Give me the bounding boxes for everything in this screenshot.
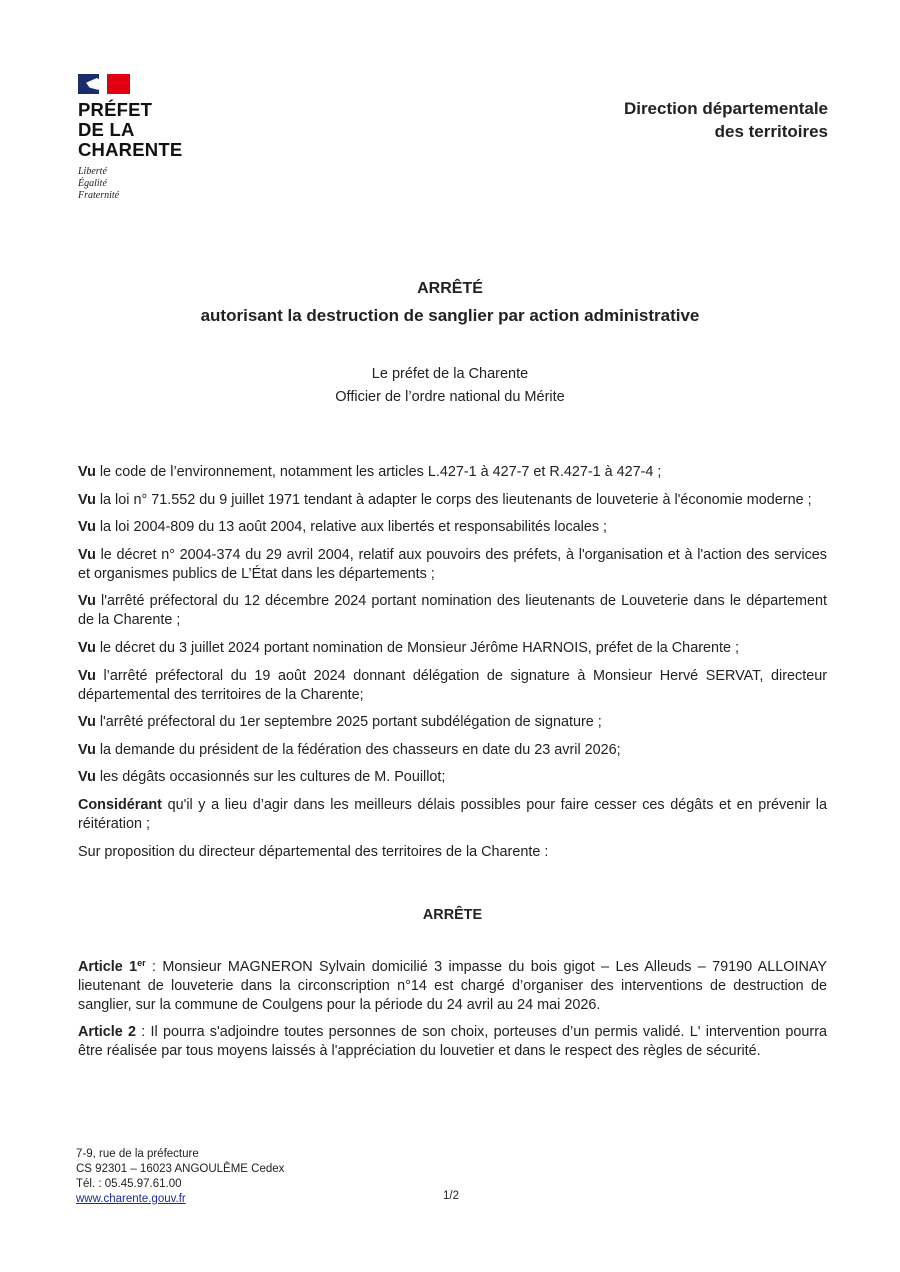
motto-line: Liberté xyxy=(78,166,107,177)
website-link[interactable]: www.charente.gouv.fr xyxy=(76,1193,186,1205)
prefecture-logo xyxy=(78,74,182,202)
issuing-direction xyxy=(624,97,828,143)
considerant-text: le décret n° 2004-374 du 29 avril 2004, relatif aux pouvoirs des préfets, à l'organisation et à l'action des services et organismes publics de L’État dans les départements ; xyxy=(78,546,827,582)
considerants-list xyxy=(78,463,827,862)
article-item xyxy=(78,1023,827,1061)
article-label xyxy=(78,959,146,975)
considerant-item xyxy=(78,741,827,760)
considerant-lead: Vu xyxy=(78,769,96,786)
considerant-lead: Vu xyxy=(78,519,96,536)
considerant-item xyxy=(78,667,827,705)
article-label-text: Article 2 xyxy=(78,1023,137,1040)
considerant-text: Sur proposition du directeur départemental des territoires de la Charente : xyxy=(78,843,549,860)
footer-contact xyxy=(76,1147,284,1207)
article-text: Monsieur MAGNERON Sylvain domicilié 3 impasse du bois gigot – Les Alleuds – 79190 ALLOINAY lieutenant de louveterie dans la circonscription n°14 est chargé d’organiser des interventions de destruction de sanglier, sur la commune de Coulgens pour la période du 24 avril au 24 mai 2026. xyxy=(78,958,828,1013)
direction-line: des territoires xyxy=(714,122,828,141)
considerant-lead: Vu xyxy=(78,593,96,610)
considerant-text: la loi n° 71.552 du 9 juillet 1971 tendant à adapter le corps des lieutenants de louveterie à l'économie moderne ; xyxy=(95,491,812,508)
motto-line: Égalité xyxy=(78,178,107,189)
considerant-lead: Vu xyxy=(78,546,96,563)
considerant-item xyxy=(78,796,827,834)
considerant-item xyxy=(78,546,827,584)
considerant-item xyxy=(78,491,827,510)
considerant-text: le code de l’environnement, notamment les articles L.427-1 à 427-7 et R.427-1 à 427-4 ; xyxy=(95,464,662,480)
considerant-item xyxy=(78,592,827,630)
issuing-authority xyxy=(0,363,900,409)
footer-phone: Tél. : 05.45.97.61.00 xyxy=(76,1178,182,1190)
prefet-line: CHARENTE xyxy=(78,139,183,160)
document-type: ARRÊTÉ xyxy=(417,280,483,297)
prefet-line: DE LA xyxy=(78,119,135,140)
considerant-text: les dégâts occasionnés sur les cultures de M. Pouillot; xyxy=(95,769,446,786)
considerant-item xyxy=(78,768,827,787)
prefet-line: PRÉFET xyxy=(78,99,153,120)
authority-line: Officier de l’ordre national du Mérite xyxy=(335,389,565,405)
considerant-lead: Considérant xyxy=(78,796,162,813)
motto-line: Fraternité xyxy=(78,190,120,201)
arrete-heading: ARRÊTE xyxy=(422,906,483,923)
page-number: 1/2 xyxy=(443,1190,459,1202)
republic-motto xyxy=(78,166,182,202)
footer-address: CS 92301 – 16023 ANGOULÊME Cedex xyxy=(76,1163,285,1175)
article-item xyxy=(78,958,827,1015)
authority-line: Le préfet de la Charente xyxy=(371,366,529,382)
considerant-lead: Vu xyxy=(78,714,96,731)
article-ordinal: er xyxy=(137,957,146,968)
considerant-item xyxy=(78,463,827,482)
document-body xyxy=(78,463,827,1069)
footer-address: 7-9, rue de la préfecture xyxy=(76,1148,199,1160)
articles-list xyxy=(78,958,827,1061)
considerant-item xyxy=(78,639,827,658)
article-label xyxy=(78,1024,136,1040)
direction-line: Direction départementale xyxy=(623,99,828,118)
considerant-text: la demande du président de la fédération des chasseurs en date du 23 avril 2026; xyxy=(95,741,621,758)
document-title: autorisant la destruction de sanglier par action administrative xyxy=(200,306,700,325)
considerant-lead: Vu xyxy=(78,741,96,758)
considerant-text: l’arrêté préfectoral du 19 août 2024 donnant délégation de signature à Monsieur Hervé SERVAT, directeur départemental des territoires de la Charente; xyxy=(78,667,827,703)
considerant-text: l'arrêté préfectoral du 1er septembre 2025 portant subdélégation de signature ; xyxy=(95,714,602,731)
considerant-text: l'arrêté préfectoral du 12 décembre 2024 portant nomination des lieutenants de Louveterie dans le département de la Charente ; xyxy=(78,593,827,629)
considerant-lead: Vu xyxy=(78,491,96,508)
considerant-text: le décret du 3 juillet 2024 portant nomination de Monsieur Jérôme HARNOIS, préfet de la Charente ; xyxy=(95,639,739,656)
considerant-text: qu'il y a lieu d’agir dans les meilleurs délais possibles pour faire cesser ces dégâts et en prévenir la réitération ; xyxy=(78,796,827,832)
considerant-item xyxy=(78,843,827,862)
considerant-item xyxy=(78,518,827,537)
article-separator: : xyxy=(145,958,163,975)
considerant-lead: Vu xyxy=(78,667,96,684)
considerant-text: la loi 2004-809 du 13 août 2004, relative aux libertés et responsabilités locales ; xyxy=(95,519,608,536)
article-label-text: Article 1 xyxy=(78,958,138,975)
considerant-lead: Vu xyxy=(78,464,96,480)
french-flag-icon xyxy=(78,74,130,94)
article-separator: : xyxy=(136,1023,151,1040)
article-text: Il pourra s'adjoindre toutes personnes de son choix, porteuses d’un permis validé. L' intervention pourra être réalisée par tous moyens laissés à l'appréciation du louvetier et dans le respect des règles de sécurité. xyxy=(78,1023,827,1059)
prefet-title xyxy=(78,100,182,160)
considerant-item xyxy=(78,713,827,732)
considerant-lead: Vu xyxy=(78,639,96,656)
